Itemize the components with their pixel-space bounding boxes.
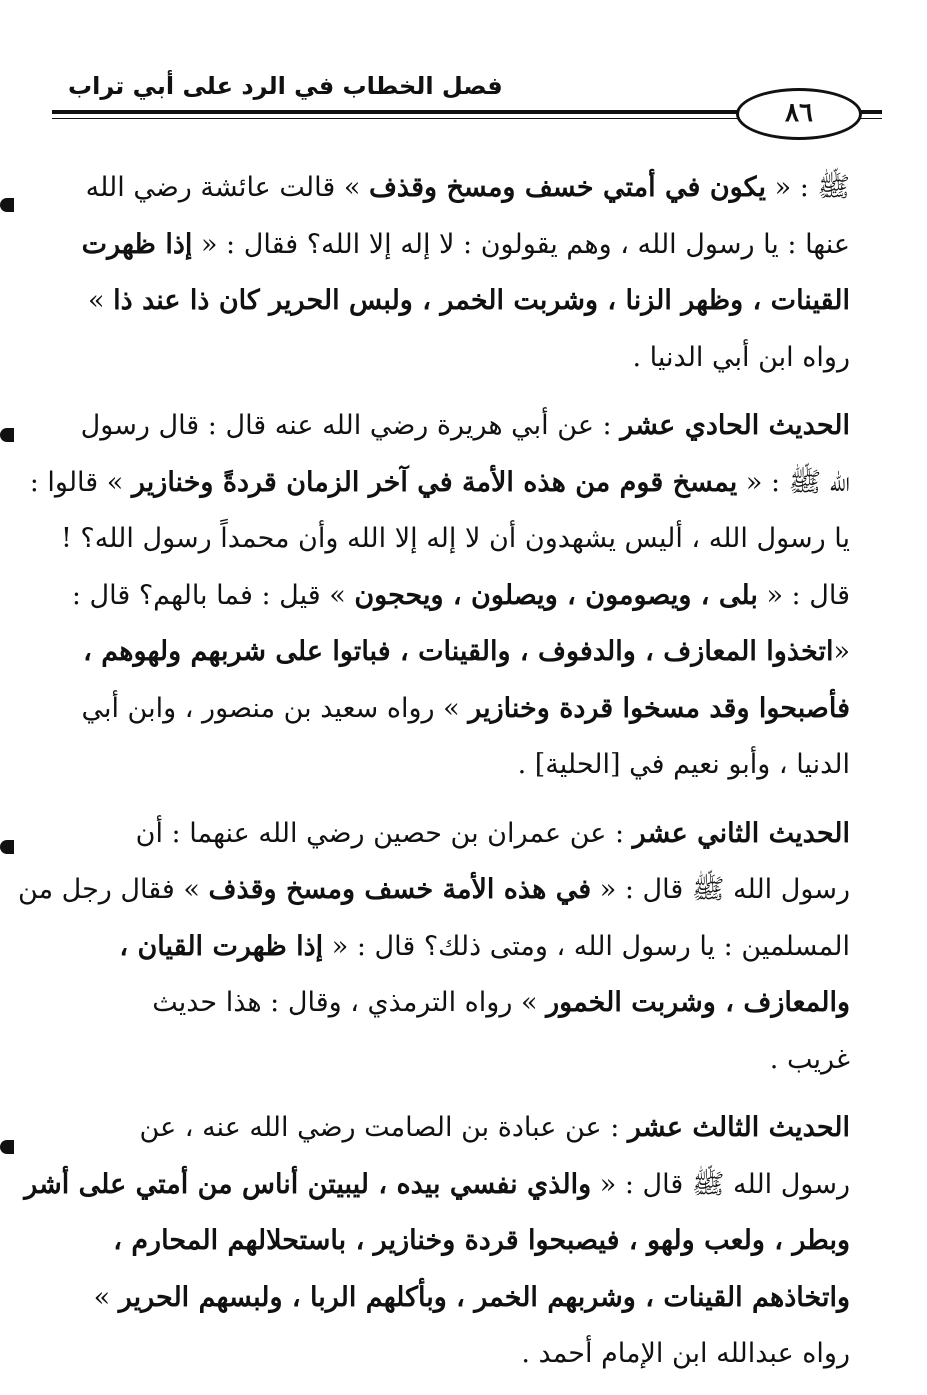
bold-text-run: بلى ، ويصومون ، ويصلون ، ويحجون <box>354 579 758 611</box>
text-run: المسلمين : يا رسول الله ، ومتى ذلك؟ قال : « <box>323 930 850 962</box>
text-line <box>60 160 850 217</box>
margin-mark <box>0 1140 14 1154</box>
text-run: رواه عبدالله ابن الإمام أحمد . <box>521 1338 850 1369</box>
paragraph <box>29 398 850 794</box>
bold-text-run: واتخاذهم القينات ، وشربهم الخمر ، وبأكلهم الربا ، ولبسهم الحرير <box>118 1281 850 1313</box>
text-line <box>24 1157 850 1214</box>
margin-mark <box>0 428 14 442</box>
text-run: رواه ابن أبي الدنيا . <box>632 341 850 373</box>
text-line <box>60 1213 850 1270</box>
text-line <box>18 862 850 919</box>
text-run: » <box>93 1281 119 1313</box>
text-run: رسول الله ﷺ قال : « <box>591 1168 850 1200</box>
bold-text-run: والمعازف ، وشربت الخمور <box>546 987 850 1018</box>
paragraph <box>60 160 850 386</box>
text-run: عنها : يا رسول الله ، وهم يقولون : لا إله إلا الله؟ فقال : « <box>192 228 850 260</box>
text-line <box>60 217 850 274</box>
bold-text-run: القينات ، وظهر الزنا ، وشربت الخمر ، ولبس الحرير كان ذا عند ذا <box>113 285 850 316</box>
text-line <box>60 398 850 455</box>
text-run: ﷺ : « <box>766 172 850 203</box>
bold-text-run: وبطر ، ولعب ولهو ، فيصبحوا قردة وخنازير ، باستحلالهم المحارم ، <box>113 1225 850 1256</box>
paragraph <box>24 1100 850 1383</box>
text-line <box>60 330 850 387</box>
text-run: » رواه سعيد بن منصور ، وابن أبي <box>81 692 469 724</box>
margin-mark <box>0 840 14 854</box>
text-run: الله ﷺ : « <box>737 466 850 498</box>
text-run: رسول الله ﷺ قال : « <box>591 874 850 905</box>
paragraph <box>18 806 850 1089</box>
bold-text-run: الحديث الثاني عشر <box>632 817 850 849</box>
text-run: يا رسول الله ، أليس يشهدون أن لا إله إلا الله وأن محمداً رسول الله؟ ! <box>60 523 850 554</box>
text-line <box>60 1270 850 1327</box>
bold-text-run: الحديث الحادي عشر <box>620 410 850 441</box>
text-run: : عن أبي هريرة رضي الله عنه قال : قال رسول <box>80 410 621 441</box>
text-run: » رواه الترمذي ، وقال : هذا حديث <box>152 987 547 1018</box>
page-header <box>52 58 882 128</box>
text-run: « <box>833 636 850 667</box>
bold-text-run: فأصبحوا وقد مسخوا قردة وخنازير <box>468 692 850 724</box>
text-line <box>60 681 850 738</box>
text-run: » <box>88 285 114 316</box>
page-number: ٨٦ <box>736 88 862 140</box>
bold-text-run: والذي نفسي بيده ، ليبيتن أناس من أمتي على أشر <box>24 1168 592 1200</box>
text-line <box>60 1032 850 1089</box>
text-line <box>60 806 850 863</box>
running-title: فصل الخطاب في الرد على أبي تراب <box>68 72 503 100</box>
bold-text-run: يكون في أمتي خسف ومسخ وقذف <box>368 172 767 203</box>
text-run: » قيل : فما بالهم؟ قال : <box>71 579 355 611</box>
text-line <box>60 919 850 976</box>
text-line <box>60 568 850 625</box>
text-run: : عن عمران بن حصين رضي الله عنهما : أن <box>135 817 633 849</box>
bold-text-run: إذا ظهرت <box>81 228 193 260</box>
text-run: غريب . <box>769 1043 850 1075</box>
text-line <box>29 455 850 512</box>
bold-text-run: في هذه الأمة خسف ومسخ وقذف <box>208 874 592 905</box>
text-line <box>60 624 850 681</box>
page-body <box>18 160 850 1395</box>
bold-text-run: يمسخ قوم من هذه الأمة في آخر الزمان قردةً وخنازير <box>131 466 738 498</box>
text-line <box>60 273 850 330</box>
text-run: » قالت عائشة رضي الله <box>85 172 369 203</box>
bold-text-run: إذا ظهرت القيان ، <box>119 930 324 962</box>
text-line <box>60 737 850 794</box>
text-run: الدنيا ، وأبو نعيم في [الحلية] . <box>517 749 850 780</box>
text-line <box>60 511 850 568</box>
text-run: » قالوا : <box>29 466 132 498</box>
bold-text-run: اتخذوا المعازف ، والدفوف ، والقينات ، فباتوا على شربهم ولهوهم ، <box>83 636 834 667</box>
bold-text-run: الحديث الثالث عشر <box>627 1112 850 1143</box>
text-run: : عن عبادة بن الصامت رضي الله عنه ، عن <box>139 1112 628 1143</box>
text-line <box>60 1326 850 1383</box>
text-run: » فقال رجل من <box>18 874 209 905</box>
text-line <box>60 975 850 1032</box>
margin-mark <box>0 198 14 212</box>
text-line <box>60 1100 850 1157</box>
text-run: قال : « <box>757 579 850 611</box>
